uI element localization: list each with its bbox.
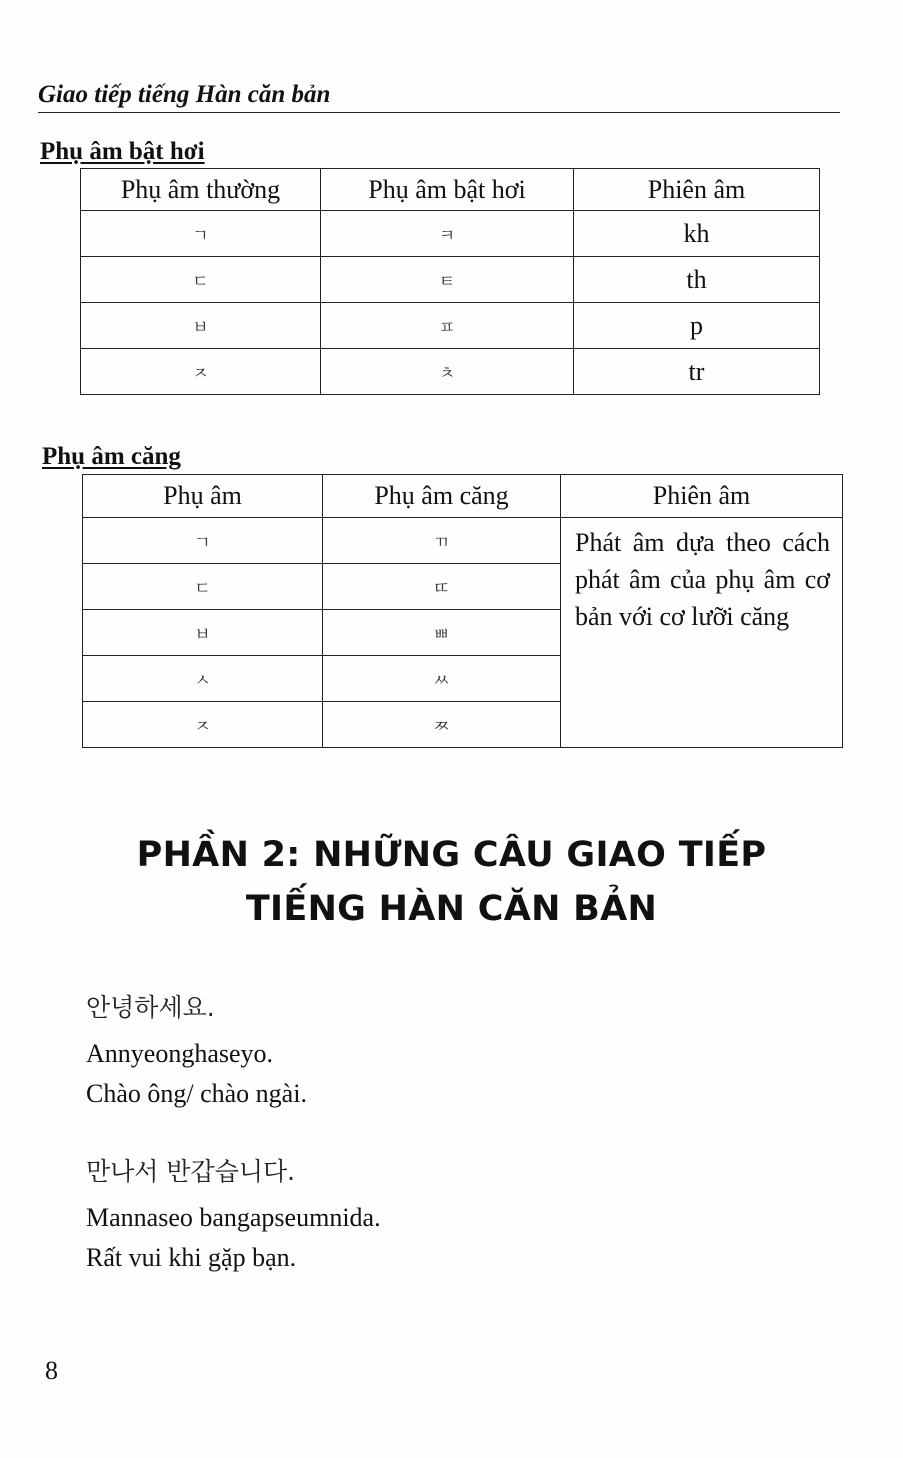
- column-header: Phiên âm: [561, 475, 843, 518]
- page-number: 8: [45, 1356, 58, 1385]
- tense-consonant: ㄸ: [323, 564, 561, 610]
- tense-consonant: ㅆ: [323, 656, 561, 702]
- tense-consonant: ㄲ: [323, 518, 561, 564]
- romanization: kh: [574, 211, 820, 257]
- table-header-row: [83, 475, 843, 518]
- part2-heading-line2: TIẾNG HÀN CĂN BẢN: [245, 889, 658, 929]
- tense-consonant-table: [82, 474, 843, 748]
- table-row: [81, 349, 820, 395]
- korean-phrase: 만나서 반갑습니다.: [86, 1157, 296, 1186]
- romanized-phrase: Mannaseo bangapseumnida.: [86, 1203, 381, 1232]
- plain-consonant: ㄱ: [81, 211, 321, 257]
- aspirated-consonant: ㅍ: [321, 303, 574, 349]
- phrase-block: [86, 1152, 381, 1278]
- aspirated-consonant: ㅊ: [321, 349, 574, 395]
- plain-consonant: ㅂ: [81, 303, 321, 349]
- romanized-phrase: Annyeonghaseyo.: [86, 1039, 274, 1068]
- plain-consonant: ㅈ: [83, 702, 323, 748]
- column-header: Phụ âm: [83, 475, 323, 518]
- tense-consonant: ㅉ: [323, 702, 561, 748]
- plain-consonant: ㄷ: [83, 564, 323, 610]
- vietnamese-translation: Rất vui khi gặp bạn.: [86, 1243, 297, 1272]
- romanization: tr: [574, 349, 820, 395]
- vietnamese-translation: Chào ông/ chào ngài.: [86, 1079, 307, 1108]
- table-row: [81, 211, 820, 257]
- part2-heading-line1: PHẦN 2: NHỮNG CÂU GIAO TIẾP: [136, 835, 767, 875]
- plain-consonant: ㄷ: [81, 257, 321, 303]
- romanization: th: [574, 257, 820, 303]
- plain-consonant: ㄱ: [83, 518, 323, 564]
- table-row: [81, 303, 820, 349]
- table-row: [83, 518, 843, 564]
- column-header: Phụ âm bật hơi: [321, 169, 574, 211]
- aspirated-section-title: Phụ âm bật hơi: [40, 138, 205, 165]
- plain-consonant: ㅅ: [83, 656, 323, 702]
- tense-section-title: Phụ âm căng: [42, 443, 181, 470]
- phrase-block: [86, 988, 307, 1114]
- part2-heading: [60, 828, 843, 936]
- tense-consonant: ㅃ: [323, 610, 561, 656]
- plain-consonant: ㅈ: [81, 349, 321, 395]
- romanization: p: [574, 303, 820, 349]
- aspirated-consonant: ㅌ: [321, 257, 574, 303]
- column-header: Phụ âm căng: [323, 475, 561, 518]
- column-header: Phiên âm: [574, 169, 820, 211]
- table-row: [81, 257, 820, 303]
- plain-consonant: ㅂ: [83, 610, 323, 656]
- aspirated-consonant-table: [80, 168, 820, 395]
- korean-phrase: 안녕하세요.: [86, 993, 215, 1022]
- column-header: Phụ âm thường: [81, 169, 321, 211]
- aspirated-consonant: ㅋ: [321, 211, 574, 257]
- running-header: Giao tiếp tiếng Hàn căn bản: [38, 80, 840, 113]
- table-header-row: [81, 169, 820, 211]
- pronunciation-note: Phát âm dựa theo cách phát âm của phụ âm cơ bản với cơ lưỡi căng: [561, 518, 843, 748]
